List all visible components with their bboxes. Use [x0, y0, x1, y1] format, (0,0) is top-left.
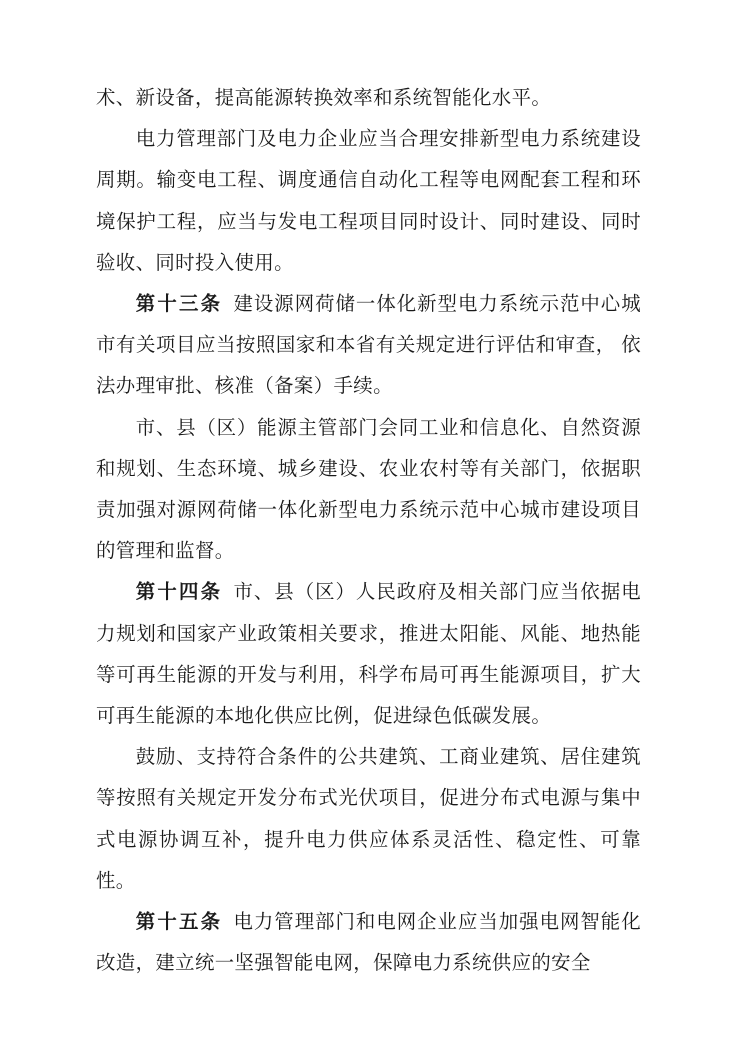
para-article-15	[96, 902, 641, 984]
paragraph-text: 电力管理部门和电网企业应当加强电网智能化改造，建立统一坚强智能电网，保障电力系统供应的安全	[96, 912, 642, 975]
paragraph-text: 电力管理部门及电力企业应当合理安排新型电力系统建设周期。输变电工程、调度通信自动化工程等电网配套工程和环境保护工程，应当与发电工程项目同时设计、同时建设、同时验收、同时投入使用。	[96, 129, 641, 274]
article-label: 第十四条	[135, 582, 223, 604]
para-6	[96, 737, 641, 902]
paragraph-text: 市、县（区）人民政府及相关部门应当依据电力规划和国家产业政策相关要求，推进太阳能、风能、地热能等可再生能源的开发与利用，科学布局可再生能源项目，扩大可再生能源的本地化供应比例，促进绿色低碳发展。	[96, 582, 642, 728]
paragraph-text: 术、新设备，提高能源转换效率和系统智能化水平。	[96, 88, 552, 109]
article-label: 第十五条	[135, 912, 223, 934]
para-2	[96, 119, 641, 284]
para-article-14	[96, 572, 641, 737]
para-continued-1	[96, 78, 641, 119]
paragraph-text: 建设源网荷储一体化新型电力系统示范中心城市有关项目应当按照国家和本省有关规定进行评估和审查， 依法办理审批、核准（备案）手续。	[96, 294, 642, 398]
para-4	[96, 408, 641, 573]
document-body	[96, 78, 641, 984]
article-label: 第十三条	[135, 294, 223, 316]
paragraph-text: 市、县（区）能源主管部门会同工业和信息化、自然资源和规划、生态环境、城乡建设、农业农村等有关部门，依据职责加强对源网荷储一体化新型电力系统示范中心城市建设项目的管理和监督。	[96, 417, 641, 563]
paragraph-text: 鼓励、支持符合条件的公共建筑、工商业建筑、居住建筑等按照有关规定开发分布式光伏项目，促进分布式电源与集中式电源协调互补，提升电力供应体系灵活性、稳定性、可靠性。	[96, 747, 641, 892]
para-article-13	[96, 284, 641, 408]
